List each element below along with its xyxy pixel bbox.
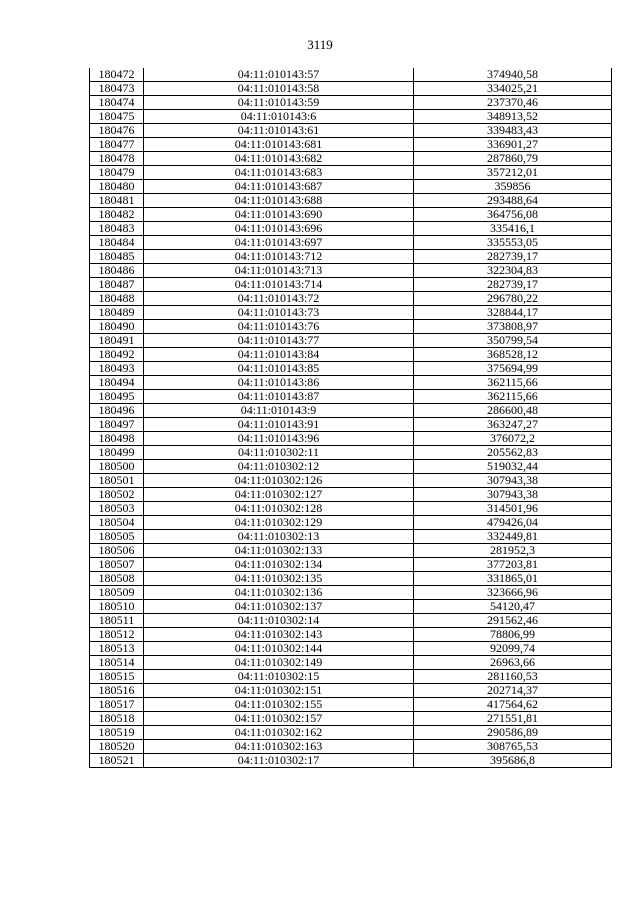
cadastral-number-cell: 04:11:010302:155 xyxy=(144,698,414,712)
cadastral-number-cell: 04:11:010143:73 xyxy=(144,306,414,320)
cadastral-value-cell: 368528,12 xyxy=(414,348,612,362)
cadastral-number-cell: 04:11:010143:697 xyxy=(144,236,414,250)
table-row xyxy=(90,684,612,698)
cadastral-number-cell: 04:11:010143:72 xyxy=(144,292,414,306)
cadastral-number-cell: 04:11:010143:696 xyxy=(144,222,414,236)
cadastral-value-cell: 335416,1 xyxy=(414,222,612,236)
cadastral-value-cell: 290586,89 xyxy=(414,726,612,740)
row-number-cell: 180508 xyxy=(90,572,144,586)
row-number-cell: 180504 xyxy=(90,516,144,530)
row-number-cell: 180495 xyxy=(90,390,144,404)
row-number-cell: 180474 xyxy=(90,96,144,110)
table-row xyxy=(90,194,612,208)
cadastral-number-cell: 04:11:010302:136 xyxy=(144,586,414,600)
cadastral-number-cell: 04:11:010302:12 xyxy=(144,460,414,474)
cadastral-number-cell: 04:11:010302:126 xyxy=(144,474,414,488)
cadastral-value-cell: 237370,46 xyxy=(414,96,612,110)
cadastral-value-cell: 328844,17 xyxy=(414,306,612,320)
page-number: 3119 xyxy=(307,37,333,52)
row-number-cell: 180501 xyxy=(90,474,144,488)
table-row xyxy=(90,320,612,334)
row-number-cell: 180489 xyxy=(90,306,144,320)
cadastral-value-cell: 362115,66 xyxy=(414,390,612,404)
row-number-cell: 180503 xyxy=(90,502,144,516)
table-row xyxy=(90,334,612,348)
cadastral-number-cell: 04:11:010143:682 xyxy=(144,152,414,166)
row-number-cell: 180511 xyxy=(90,614,144,628)
row-number-cell: 180493 xyxy=(90,362,144,376)
cadastral-value-cell: 332449,81 xyxy=(414,530,612,544)
cadastral-number-cell: 04:11:010302:137 xyxy=(144,600,414,614)
cadastral-number-cell: 04:11:010302:163 xyxy=(144,740,414,754)
cadastral-number-cell: 04:11:010143:687 xyxy=(144,180,414,194)
cadastral-number-cell: 04:11:010302:129 xyxy=(144,516,414,530)
table-row xyxy=(90,180,612,194)
cadastral-value-cell: 374940,58 xyxy=(414,68,612,82)
cadastral-number-cell: 04:11:010143:77 xyxy=(144,334,414,348)
table-row xyxy=(90,250,612,264)
table-row xyxy=(90,292,612,306)
table-row xyxy=(90,362,612,376)
table-row xyxy=(90,96,612,110)
cadastral-value-cell: 323666,96 xyxy=(414,586,612,600)
cadastral-number-cell: 04:11:010143:58 xyxy=(144,82,414,96)
cadastral-value-cell: 282739,17 xyxy=(414,250,612,264)
cadastral-number-cell: 04:11:010302:13 xyxy=(144,530,414,544)
row-number-cell: 180497 xyxy=(90,418,144,432)
table-row xyxy=(90,726,612,740)
table-row xyxy=(90,306,612,320)
cadastral-number-cell: 04:11:010302:157 xyxy=(144,712,414,726)
table-row xyxy=(90,600,612,614)
cadastral-number-cell: 04:11:010302:15 xyxy=(144,670,414,684)
cadastral-number-cell: 04:11:010143:6 xyxy=(144,110,414,124)
row-number-cell: 180518 xyxy=(90,712,144,726)
table-row xyxy=(90,474,612,488)
table-row xyxy=(90,418,612,432)
table-row xyxy=(90,642,612,656)
table-row xyxy=(90,670,612,684)
table-row xyxy=(90,82,612,96)
cadastral-number-cell: 04:11:010143:76 xyxy=(144,320,414,334)
row-number-cell: 180490 xyxy=(90,320,144,334)
row-number-cell: 180500 xyxy=(90,460,144,474)
cadastral-value-cell: 334025,21 xyxy=(414,82,612,96)
cadastral-value-cell: 362115,66 xyxy=(414,376,612,390)
table-row xyxy=(90,278,612,292)
row-number-cell: 180477 xyxy=(90,138,144,152)
cadastral-value-cell: 336901,27 xyxy=(414,138,612,152)
cadastral-number-cell: 04:11:010143:84 xyxy=(144,348,414,362)
row-number-cell: 180507 xyxy=(90,558,144,572)
cadastral-number-cell: 04:11:010143:86 xyxy=(144,376,414,390)
table-row xyxy=(90,544,612,558)
table-row xyxy=(90,558,612,572)
row-number-cell: 180505 xyxy=(90,530,144,544)
table-row xyxy=(90,376,612,390)
cadastral-value-table xyxy=(89,68,612,768)
cadastral-value-cell: 291562,46 xyxy=(414,614,612,628)
table-row xyxy=(90,712,612,726)
cadastral-value-cell: 375694,99 xyxy=(414,362,612,376)
cadastral-value-cell: 377203,81 xyxy=(414,558,612,572)
table-row xyxy=(90,460,612,474)
cadastral-value-cell: 359856 xyxy=(414,180,612,194)
table-row xyxy=(90,488,612,502)
table-row xyxy=(90,740,612,754)
row-number-cell: 180513 xyxy=(90,642,144,656)
cadastral-number-cell: 04:11:010302:14 xyxy=(144,614,414,628)
row-number-cell: 180487 xyxy=(90,278,144,292)
table-row xyxy=(90,614,612,628)
cadastral-number-cell: 04:11:010302:127 xyxy=(144,488,414,502)
table-row xyxy=(90,110,612,124)
row-number-cell: 180473 xyxy=(90,82,144,96)
row-number-cell: 180506 xyxy=(90,544,144,558)
cadastral-number-cell: 04:11:010302:11 xyxy=(144,446,414,460)
cadastral-value-cell: 479426,04 xyxy=(414,516,612,530)
row-number-cell: 180509 xyxy=(90,586,144,600)
row-number-cell: 180486 xyxy=(90,264,144,278)
row-number-cell: 180472 xyxy=(90,68,144,82)
cadastral-number-cell: 04:11:010143:61 xyxy=(144,124,414,138)
cadastral-number-cell: 04:11:010143:712 xyxy=(144,250,414,264)
row-number-cell: 180520 xyxy=(90,740,144,754)
row-number-cell: 180488 xyxy=(90,292,144,306)
row-number-cell: 180496 xyxy=(90,404,144,418)
cadastral-value-cell: 314501,96 xyxy=(414,502,612,516)
cadastral-number-cell: 04:11:010143:91 xyxy=(144,418,414,432)
table-row xyxy=(90,404,612,418)
cadastral-number-cell: 04:11:010143:57 xyxy=(144,68,414,82)
cadastral-value-cell: 348913,52 xyxy=(414,110,612,124)
cadastral-value-cell: 281952,3 xyxy=(414,544,612,558)
cadastral-number-cell: 04:11:010302:128 xyxy=(144,502,414,516)
cadastral-number-cell: 04:11:010302:151 xyxy=(144,684,414,698)
row-number-cell: 180517 xyxy=(90,698,144,712)
cadastral-number-cell: 04:11:010143:683 xyxy=(144,166,414,180)
cadastral-value-cell: 395686,8 xyxy=(414,754,612,768)
cadastral-number-cell: 04:11:010143:713 xyxy=(144,264,414,278)
row-number-cell: 180483 xyxy=(90,222,144,236)
row-number-cell: 180510 xyxy=(90,600,144,614)
row-number-cell: 180519 xyxy=(90,726,144,740)
cadastral-value-cell: 363247,27 xyxy=(414,418,612,432)
cadastral-number-cell: 04:11:010143:714 xyxy=(144,278,414,292)
table-row xyxy=(90,138,612,152)
row-number-cell: 180482 xyxy=(90,208,144,222)
row-number-cell: 180494 xyxy=(90,376,144,390)
table-row xyxy=(90,432,612,446)
table-body xyxy=(90,68,612,768)
cadastral-value-cell: 205562,83 xyxy=(414,446,612,460)
cadastral-value-cell: 308765,53 xyxy=(414,740,612,754)
cadastral-number-cell: 04:11:010302:144 xyxy=(144,642,414,656)
row-number-cell: 180478 xyxy=(90,152,144,166)
table-row xyxy=(90,264,612,278)
cadastral-number-cell: 04:11:010143:690 xyxy=(144,208,414,222)
cadastral-number-cell: 04:11:010143:59 xyxy=(144,96,414,110)
cadastral-number-cell: 04:11:010143:87 xyxy=(144,390,414,404)
row-number-cell: 180485 xyxy=(90,250,144,264)
cadastral-number-cell: 04:11:010302:133 xyxy=(144,544,414,558)
table-row xyxy=(90,68,612,82)
cadastral-value-cell: 335553,05 xyxy=(414,236,612,250)
row-number-cell: 180479 xyxy=(90,166,144,180)
row-number-cell: 180514 xyxy=(90,656,144,670)
table-row xyxy=(90,628,612,642)
table-row xyxy=(90,586,612,600)
cadastral-number-cell: 04:11:010302:17 xyxy=(144,754,414,768)
cadastral-number-cell: 04:11:010302:162 xyxy=(144,726,414,740)
cadastral-value-cell: 202714,37 xyxy=(414,684,612,698)
cadastral-number-cell: 04:11:010143:96 xyxy=(144,432,414,446)
cadastral-value-cell: 331865,01 xyxy=(414,572,612,586)
table-row xyxy=(90,348,612,362)
row-number-cell: 180475 xyxy=(90,110,144,124)
cadastral-value-cell: 271551,81 xyxy=(414,712,612,726)
cadastral-number-cell: 04:11:010143:688 xyxy=(144,194,414,208)
table-row xyxy=(90,656,612,670)
row-number-cell: 180498 xyxy=(90,432,144,446)
row-number-cell: 180481 xyxy=(90,194,144,208)
cadastral-value-cell: 296780,22 xyxy=(414,292,612,306)
cadastral-value-cell: 519032,44 xyxy=(414,460,612,474)
cadastral-value-cell: 92099,74 xyxy=(414,642,612,656)
table-row xyxy=(90,502,612,516)
row-number-cell: 180499 xyxy=(90,446,144,460)
row-number-cell: 180515 xyxy=(90,670,144,684)
cadastral-value-cell: 78806,99 xyxy=(414,628,612,642)
table-row xyxy=(90,390,612,404)
table-row xyxy=(90,572,612,586)
table-row xyxy=(90,222,612,236)
cadastral-value-cell: 286600,48 xyxy=(414,404,612,418)
table-row xyxy=(90,124,612,138)
cadastral-number-cell: 04:11:010143:681 xyxy=(144,138,414,152)
row-number-cell: 180516 xyxy=(90,684,144,698)
cadastral-number-cell: 04:11:010302:134 xyxy=(144,558,414,572)
cadastral-value-cell: 287860,79 xyxy=(414,152,612,166)
row-number-cell: 180521 xyxy=(90,754,144,768)
cadastral-number-cell: 04:11:010302:149 xyxy=(144,656,414,670)
row-number-cell: 180492 xyxy=(90,348,144,362)
row-number-cell: 180476 xyxy=(90,124,144,138)
cadastral-value-cell: 281160,53 xyxy=(414,670,612,684)
row-number-cell: 180512 xyxy=(90,628,144,642)
row-number-cell: 180480 xyxy=(90,180,144,194)
cadastral-value-cell: 417564,62 xyxy=(414,698,612,712)
cadastral-value-cell: 282739,17 xyxy=(414,278,612,292)
cadastral-value-cell: 322304,83 xyxy=(414,264,612,278)
table-row xyxy=(90,446,612,460)
cadastral-value-cell: 357212,01 xyxy=(414,166,612,180)
cadastral-value-cell: 307943,38 xyxy=(414,474,612,488)
row-number-cell: 180484 xyxy=(90,236,144,250)
cadastral-number-cell: 04:11:010302:143 xyxy=(144,628,414,642)
cadastral-number-cell: 04:11:010302:135 xyxy=(144,572,414,586)
cadastral-value-cell: 26963,66 xyxy=(414,656,612,670)
row-number-cell: 180491 xyxy=(90,334,144,348)
cadastral-value-cell: 54120,47 xyxy=(414,600,612,614)
table-row xyxy=(90,236,612,250)
cadastral-value-cell: 364756,08 xyxy=(414,208,612,222)
table-row xyxy=(90,208,612,222)
cadastral-value-cell: 373808,97 xyxy=(414,320,612,334)
cadastral-value-cell: 339483,43 xyxy=(414,124,612,138)
cadastral-value-cell: 293488,64 xyxy=(414,194,612,208)
table-row xyxy=(90,166,612,180)
cadastral-value-cell: 376072,2 xyxy=(414,432,612,446)
table-row xyxy=(90,698,612,712)
table-row xyxy=(90,516,612,530)
cadastral-value-cell: 307943,38 xyxy=(414,488,612,502)
row-number-cell: 180502 xyxy=(90,488,144,502)
table-row xyxy=(90,754,612,768)
table-row xyxy=(90,530,612,544)
cadastral-number-cell: 04:11:010143:85 xyxy=(144,362,414,376)
table-row xyxy=(90,152,612,166)
cadastral-number-cell: 04:11:010143:9 xyxy=(144,404,414,418)
cadastral-value-cell: 350799,54 xyxy=(414,334,612,348)
